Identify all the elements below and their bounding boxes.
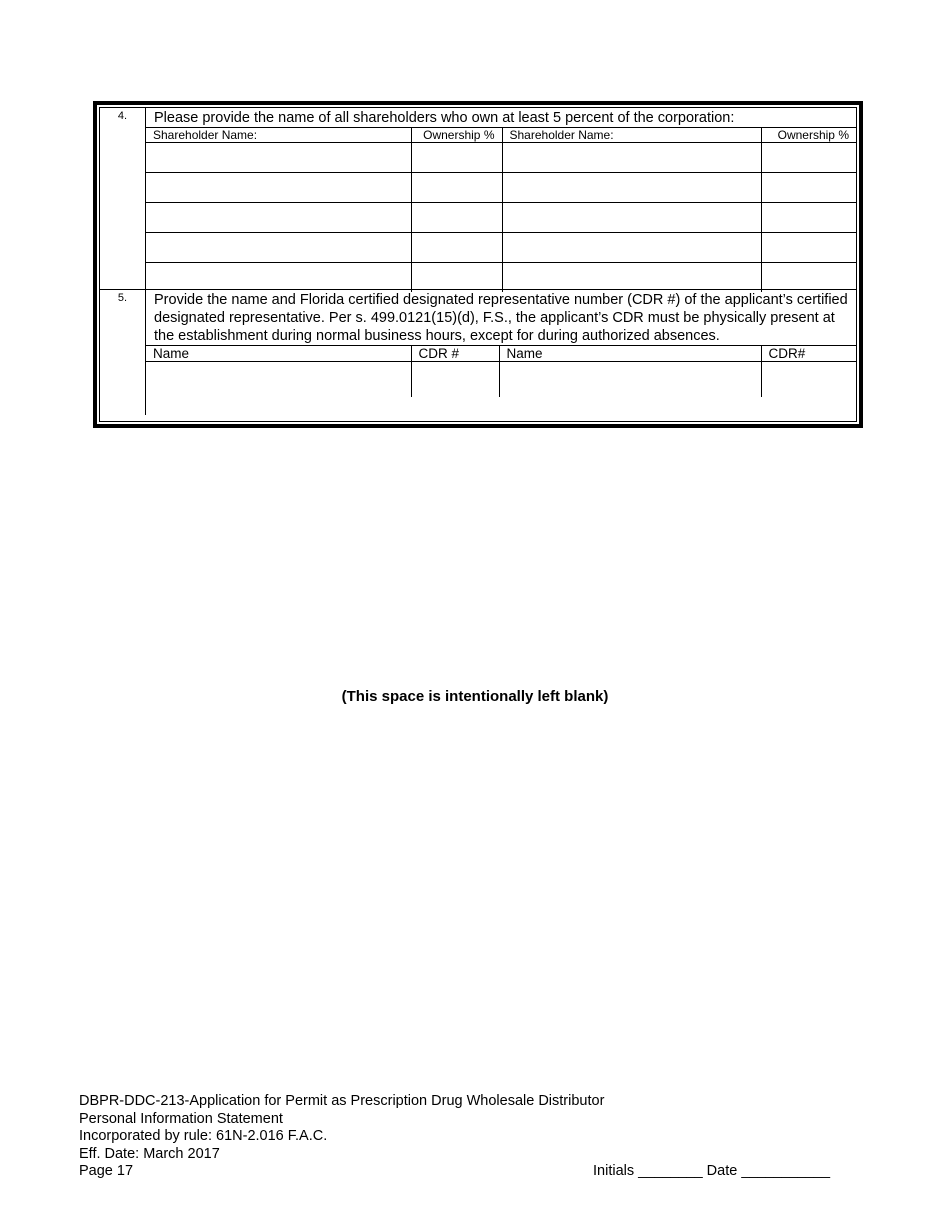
table-row [146,173,856,203]
initials-date-line[interactable]: Initials ________ Date ___________ [593,1163,831,1179]
header-name-1: Name [146,346,411,362]
blank-space-note: (This space is intentionally left blank) [341,688,609,705]
cdr-number-field[interactable] [761,362,856,398]
table-row [146,143,856,173]
ownership-field[interactable] [761,173,856,203]
header-shareholder-name-2: Shareholder Name: [502,128,761,143]
table-row [146,263,856,293]
section-4-number-cell [100,108,146,289]
header-shareholder-name-1: Shareholder Name: [146,128,411,143]
ownership-field[interactable] [761,203,856,233]
cdr-name-field[interactable] [499,362,761,398]
section-5-number-cell [100,290,146,415]
table-row [146,362,856,398]
ownership-field[interactable] [761,263,856,293]
footer-form-title: DBPR-DDC-213-Application for Permit as Prescription Drug Wholesale Distributor [79,1093,605,1109]
footer-page-number: Page 17 [79,1163,134,1179]
header-name-2: Name [499,346,761,362]
shareholder-name-field[interactable] [502,173,761,203]
shareholder-name-field[interactable] [146,203,411,233]
cdr-table [146,345,856,397]
page-footer [79,1093,604,1181]
cdr-number-field[interactable] [411,362,499,398]
ownership-field[interactable] [761,233,856,263]
shareholder-table [146,127,856,292]
form-table [93,101,863,428]
footer-eff-date: Eff. Date: March 2017 [79,1145,220,1162]
ownership-field[interactable] [411,143,502,173]
header-cdr-1: CDR # [411,346,499,362]
shareholder-name-field[interactable] [146,263,411,293]
ownership-field[interactable] [411,233,502,263]
header-cdr-2: CDR# [761,346,856,362]
ownership-field[interactable] [411,203,502,233]
shareholder-name-field[interactable] [502,143,761,173]
shareholder-name-field[interactable] [502,233,761,263]
section-5-number: 5. [117,292,128,304]
section-4-question: Please provide the name of all shareholders who own at least 5 percent of the corporation: [154,110,735,126]
footer-rule: Incorporated by rule: 61N-2.016 F.A.C. [79,1128,328,1144]
section-5 [100,290,856,415]
ownership-field[interactable] [761,143,856,173]
header-ownership-2: Ownership % [761,128,856,143]
table-row [146,233,856,263]
footer-subtitle: Personal Information Statement [79,1110,283,1127]
table-row [146,203,856,233]
cdr-header-row [146,346,856,362]
shareholder-name-field[interactable] [146,233,411,263]
cdr-name-field[interactable] [146,362,411,398]
shareholder-name-field[interactable] [502,263,761,293]
shareholder-name-field[interactable] [146,173,411,203]
section-5-question: Provide the name and Florida certified designated representative number (CDR #) of the applicant’s certified designated representative. Per s. 499.0121(15)(d), F.S., the applicant’s CDR must be physically present at the establishment during normal business hours, except for during authorized absences. [154,292,848,344]
ownership-field[interactable] [411,263,502,293]
shareholder-name-field[interactable] [146,143,411,173]
shareholder-header-row [146,128,856,143]
header-ownership-1: Ownership % [411,128,502,143]
section-4-number: 4. [117,110,128,122]
section-4 [100,108,856,290]
ownership-field[interactable] [411,173,502,203]
shareholder-name-field[interactable] [502,203,761,233]
